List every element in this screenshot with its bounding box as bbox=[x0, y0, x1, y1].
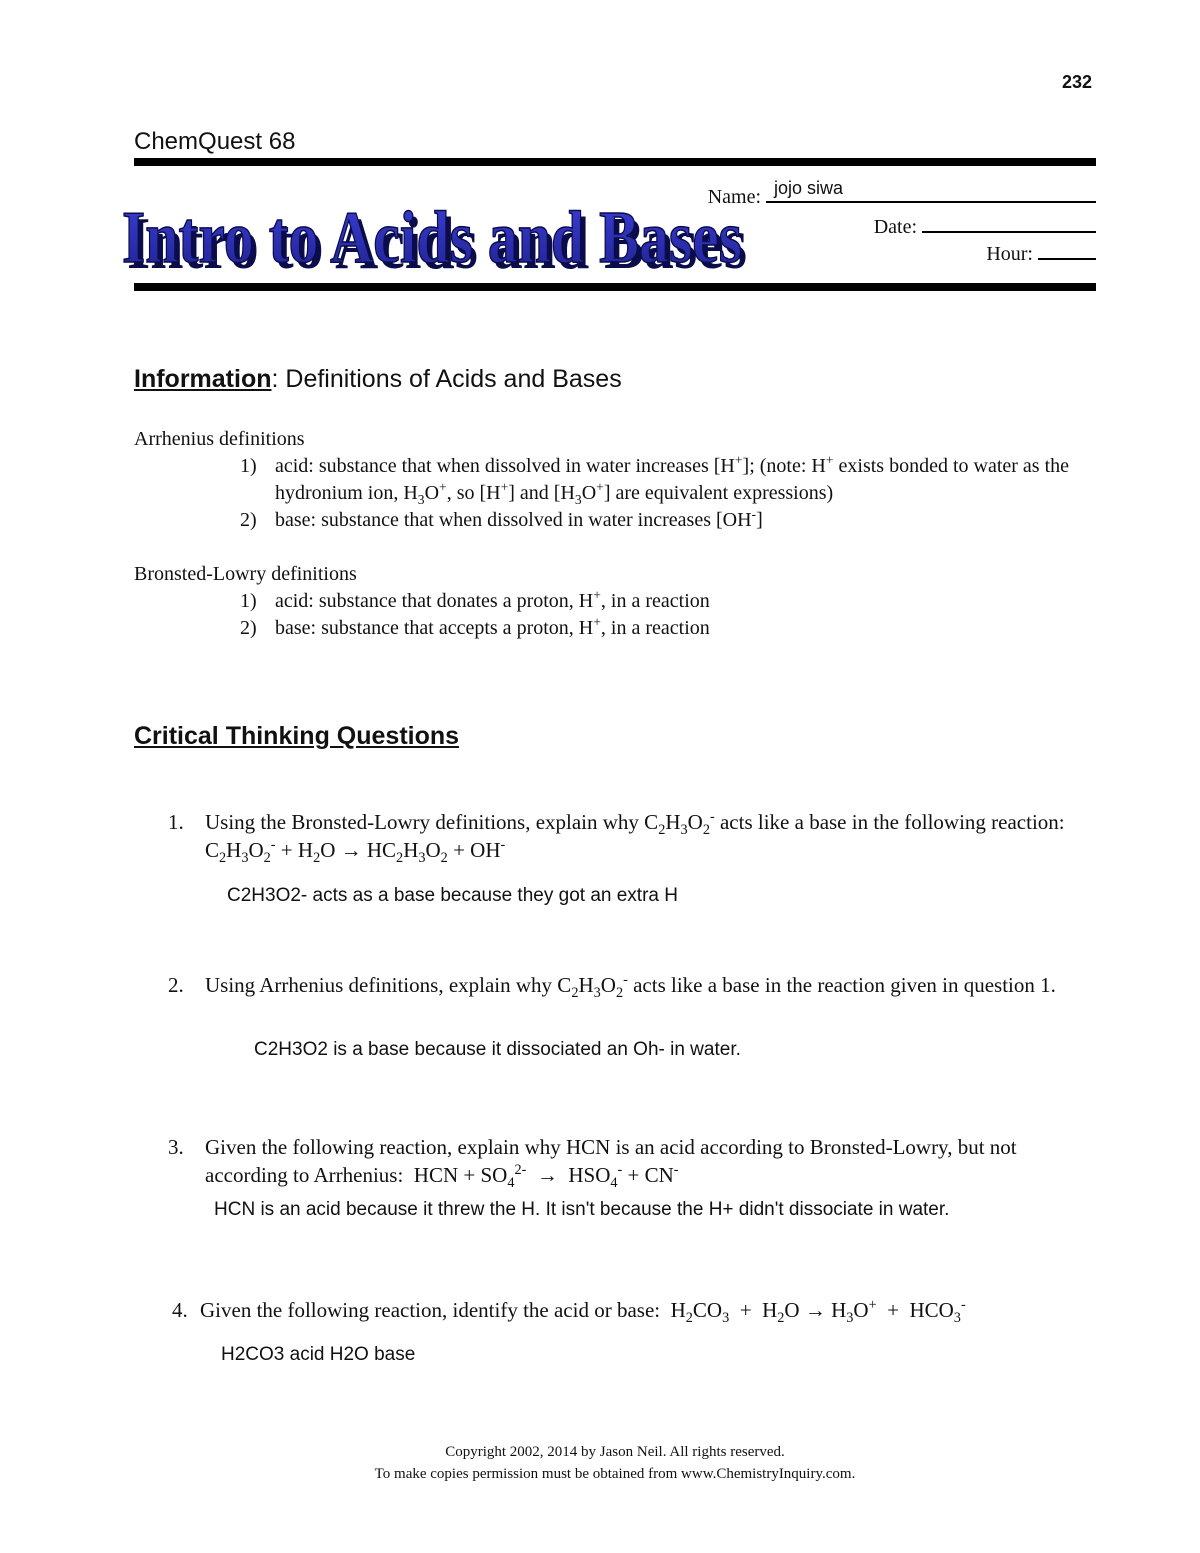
question-text: Using the Bronsted-Lowry definitions, explain why $C_2H_3O_2^-$ acts like a base in the following reaction: $C_2H_3O_2^- + H_2O \to HC_2H_3O_2 + OH^-$ bbox=[205, 809, 1070, 867]
answer-3[interactable]: HCN is an acid because it threw the H. It isn't because the H+ didn't dissociate in water. bbox=[214, 1199, 950, 1220]
item-number: 2) bbox=[240, 617, 257, 639]
question-number: 2. bbox=[168, 973, 184, 997]
date-label: Date: bbox=[873, 216, 917, 238]
question-text: Given the following reaction, explain why HCN is an acid according to Bronsted-Lowry, but not according to Arrhenius: HCN + $SO_4^{2-} \to HSO_4^- + CN^-$ bbox=[205, 1135, 1017, 1192]
information-label: Information bbox=[134, 365, 272, 393]
item-text: base: substance that when dissolved in water increases [OH-] bbox=[275, 506, 763, 531]
bronsted-item bbox=[240, 615, 1110, 642]
answer-2[interactable]: C2H3O2 is a base because it dissociated an Oh- in water. bbox=[254, 1039, 741, 1060]
date-field bbox=[874, 216, 1096, 239]
critical-thinking-heading: Critical Thinking Questions bbox=[134, 722, 460, 750]
bronsted-heading: Bronsted-Lowry definitions bbox=[134, 563, 357, 585]
question-2 bbox=[168, 971, 1088, 1002]
hour-label: Hour: bbox=[986, 243, 1033, 265]
item-number: 1) bbox=[240, 455, 257, 477]
information-heading bbox=[134, 365, 622, 394]
name-value: jojo siwa bbox=[774, 178, 844, 198]
information-subtitle: : Definitions of Acids and Bases bbox=[271, 365, 622, 393]
arrhenius-heading: Arrhenius definitions bbox=[134, 428, 305, 450]
header-rule-bottom bbox=[134, 283, 1096, 291]
answer-1[interactable]: C2H3O2- acts as a base because they got an extra H bbox=[227, 885, 678, 906]
item-number: 2) bbox=[240, 509, 257, 531]
hour-field bbox=[986, 243, 1096, 266]
date-input[interactable] bbox=[922, 231, 1096, 233]
name-label: Name: bbox=[707, 186, 761, 208]
page-number: 232 bbox=[1061, 72, 1092, 92]
question-4 bbox=[172, 1296, 1092, 1327]
header-rule-top bbox=[134, 158, 1096, 166]
arrhenius-item bbox=[240, 453, 1110, 507]
hour-input[interactable] bbox=[1038, 258, 1096, 260]
title-banner-shadow: Intro to Acids and Bases bbox=[127, 203, 747, 276]
title-banner-text: Intro to Acids and Bases bbox=[122, 197, 742, 276]
bronsted-item bbox=[240, 588, 1110, 615]
permission-line: To make copies permission must be obtained from www.ChemistryInquiry.com. bbox=[374, 1466, 856, 1482]
title-banner bbox=[120, 176, 760, 276]
question-3 bbox=[168, 1133, 1088, 1192]
question-1 bbox=[168, 808, 1088, 867]
question-number: 1. bbox=[168, 810, 184, 834]
item-text: acid: substance that when dissolved in water increases [H+]; (note: H+ exists bonded to water as the hydronium ion, $H_3O^+$, so [H+] and $[H_3O^+]$ are equivalent expressions) bbox=[275, 452, 1070, 507]
item-text: acid: substance that donates a proton, H+, in a reaction bbox=[275, 587, 710, 612]
series-title: ChemQuest 68 bbox=[134, 128, 296, 155]
answer-4[interactable]: H2CO3 acid H2O base bbox=[221, 1344, 416, 1365]
name-input[interactable] bbox=[766, 178, 1096, 203]
item-text: base: substance that accepts a proton, H+, in a reaction bbox=[275, 614, 710, 639]
copyright-footer bbox=[0, 1441, 1200, 1485]
name-field bbox=[707, 178, 1096, 209]
question-text: Using Arrhenius definitions, explain why $C_2H_3O_2^-$ acts like a base in the reaction given in question 1. bbox=[205, 972, 1056, 1002]
question-number: 4. bbox=[172, 1298, 188, 1322]
question-text: Given the following reaction, identify the acid or base: $H_2CO_3 + H_2O \to H_3O^+ + HCO_3^-$ bbox=[200, 1297, 966, 1327]
item-number: 1) bbox=[240, 590, 257, 612]
arrhenius-item bbox=[240, 507, 1110, 534]
question-number: 3. bbox=[168, 1135, 184, 1159]
copyright-line: Copyright 2002, 2014 by Jason Neil. All rights reserved. bbox=[445, 1444, 785, 1460]
